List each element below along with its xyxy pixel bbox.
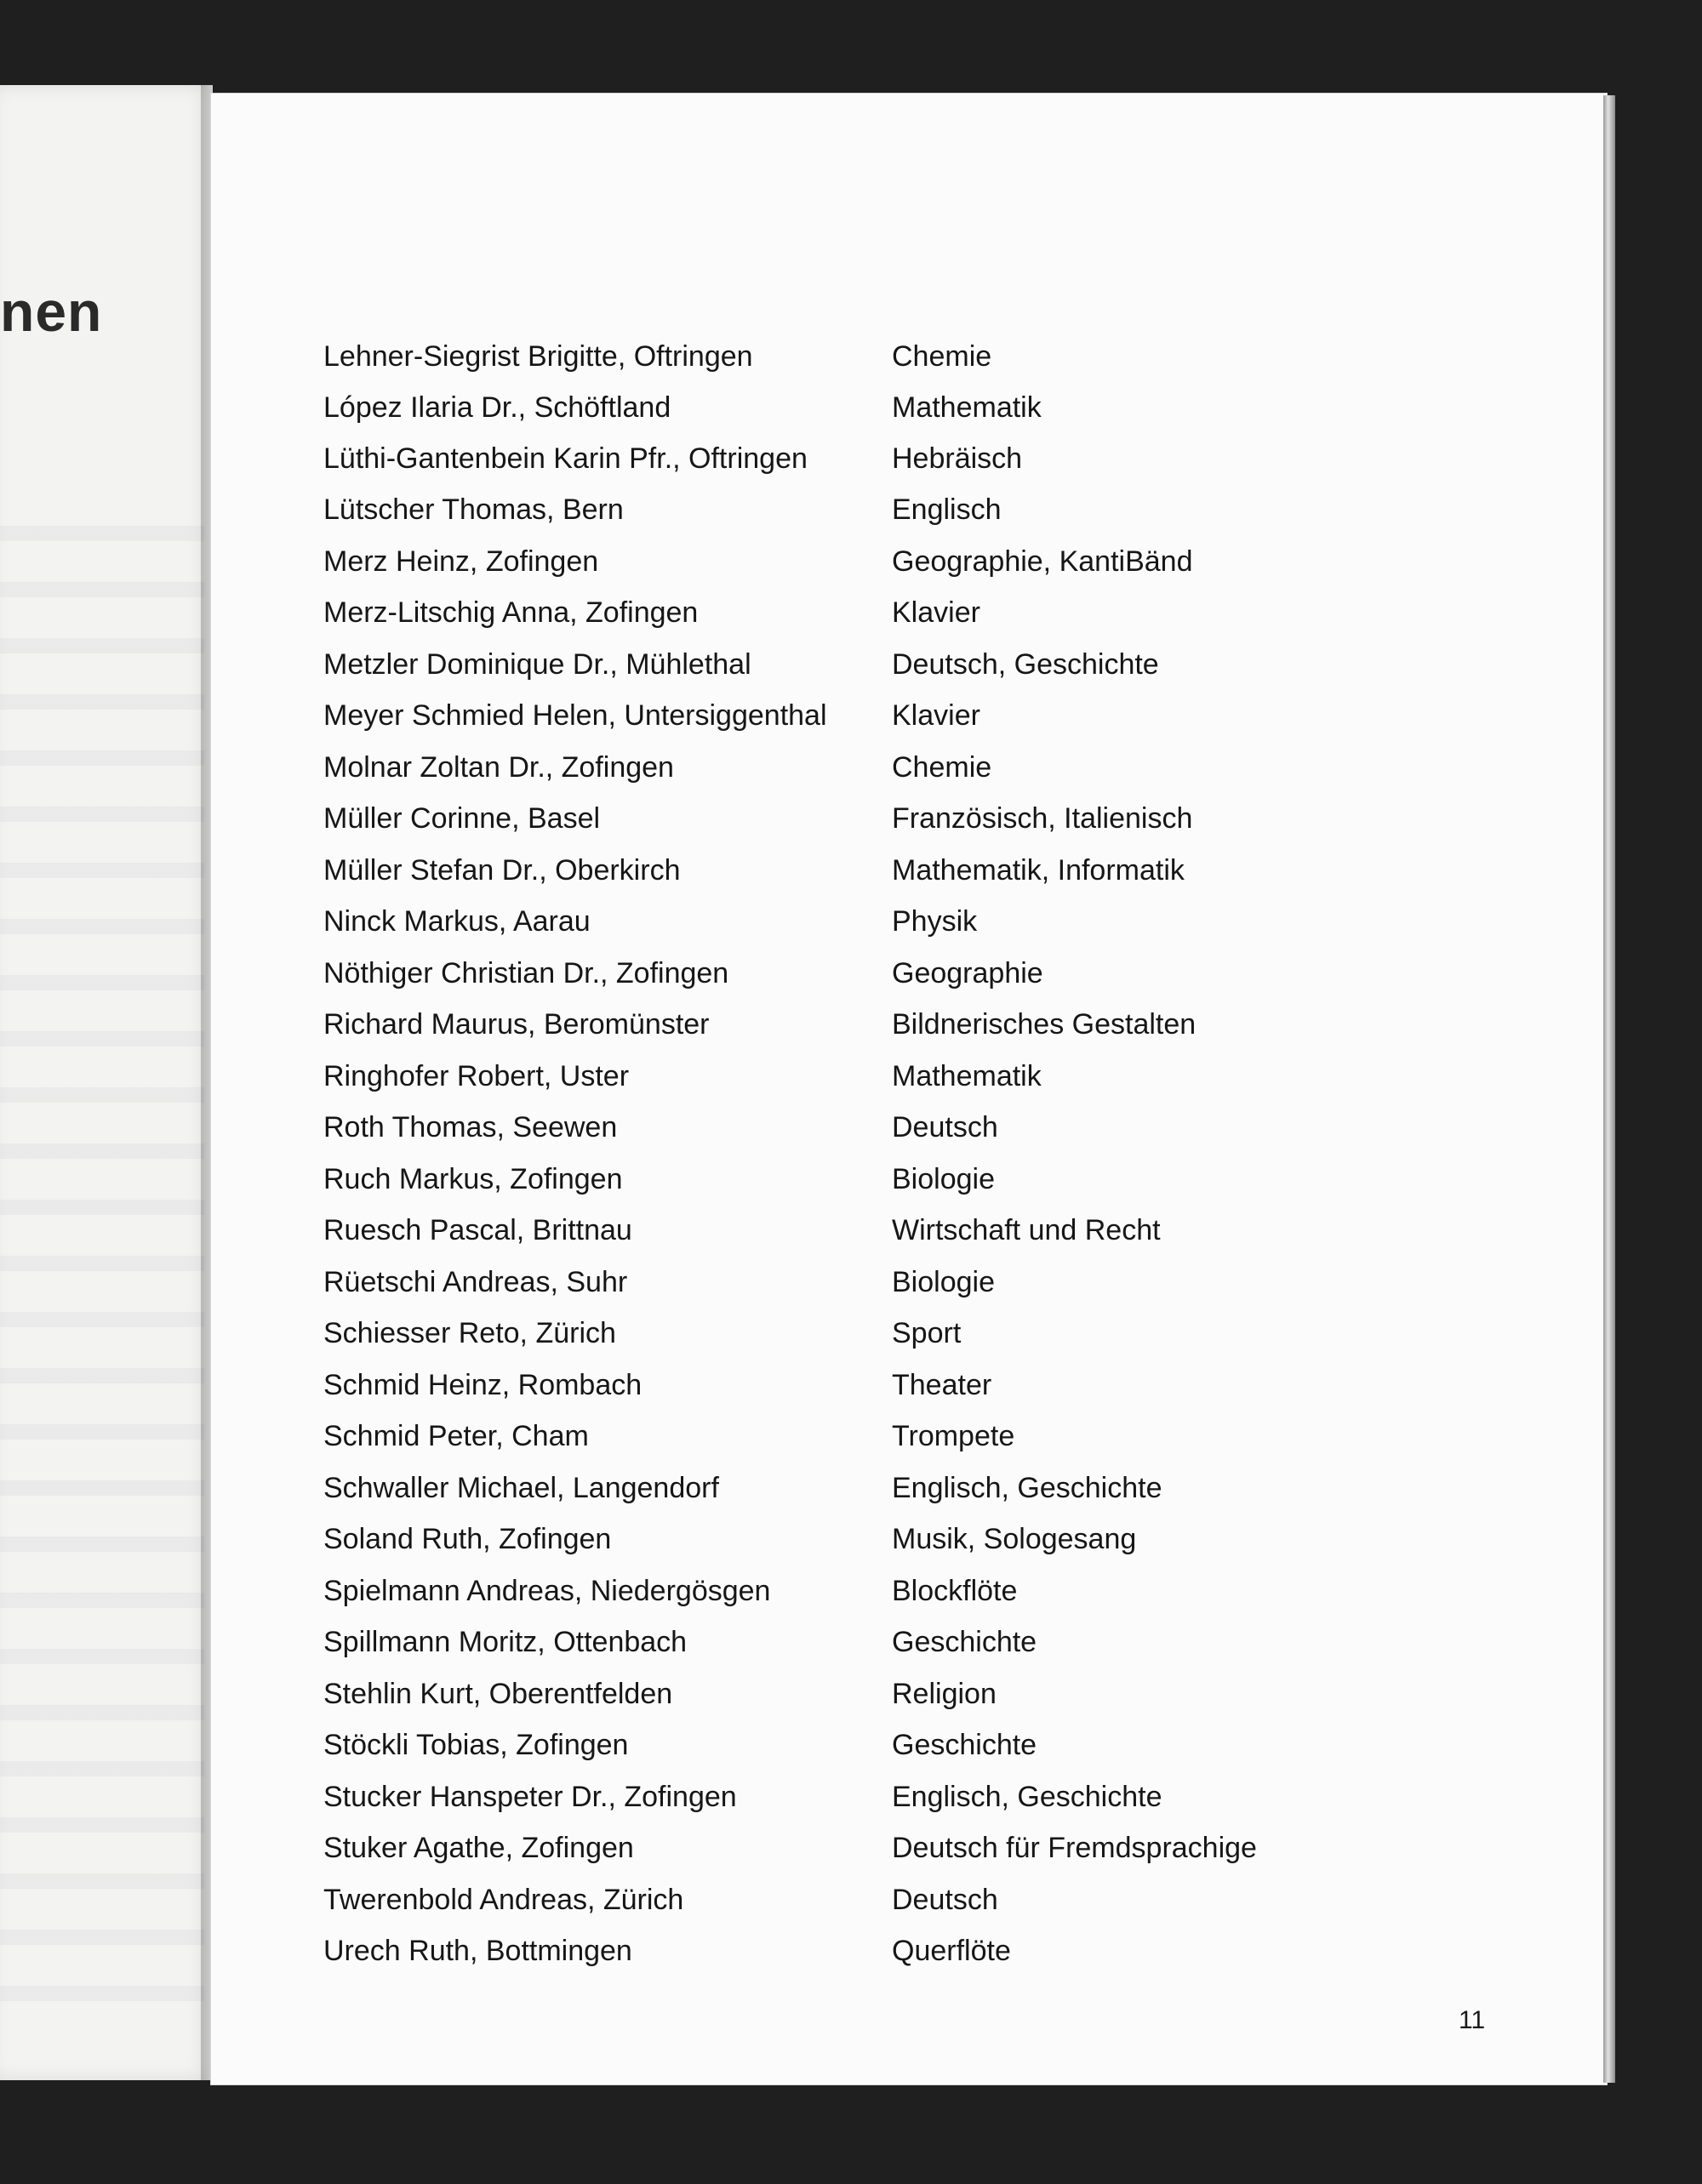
list-item: [211, 1832, 1607, 1883]
list-item: [211, 1369, 1607, 1420]
entry-name: Twerenbold Andreas, Zürich: [323, 1884, 684, 1916]
entry-name: Urech Ruth, Bottmingen: [323, 1935, 632, 1967]
list-item: [211, 1678, 1607, 1729]
list-item: [211, 1884, 1607, 1935]
entry-subject: Deutsch: [892, 1884, 998, 1916]
entry-subject: Klavier: [892, 699, 980, 732]
list-item: [211, 854, 1607, 905]
entry-name: Nöthiger Christian Dr., Zofingen: [323, 957, 729, 989]
list-item: [211, 1729, 1607, 1780]
list-item: [211, 648, 1607, 699]
entry-subject: Geographie: [892, 957, 1043, 989]
entry-name: Ninck Markus, Aarau: [323, 905, 591, 938]
entry-subject: Chemie: [892, 751, 992, 784]
entry-name: Müller Corinne, Basel: [323, 802, 601, 835]
list-item: [211, 596, 1607, 647]
entry-name: Schmid Peter, Cham: [323, 1420, 589, 1452]
entry-subject: Sport: [892, 1317, 962, 1349]
entry-subject: Biologie: [892, 1163, 995, 1195]
entry-name: Schwaller Michael, Langendorf: [323, 1472, 719, 1504]
entry-name: Ringhofer Robert, Uster: [323, 1060, 630, 1092]
list-item: [211, 442, 1607, 493]
entry-name: Ruch Markus, Zofingen: [323, 1163, 623, 1195]
left-page-bleed-through: [0, 485, 204, 2033]
list-item: [211, 1575, 1607, 1626]
list-item: [211, 1060, 1607, 1111]
entry-name: Roth Thomas, Seewen: [323, 1111, 618, 1143]
entry-subject: Bildnerisches Gestalten: [892, 1008, 1197, 1041]
entry-subject: Physik: [892, 905, 978, 938]
entry-subject: Wirtschaft und Recht: [892, 1214, 1161, 1246]
entry-name: Soland Ruth, Zofingen: [323, 1523, 612, 1555]
entry-name: Stucker Hanspeter Dr., Zofingen: [323, 1781, 737, 1813]
entry-name: Molnar Zoltan Dr., Zofingen: [323, 751, 674, 784]
entry-subject: Englisch: [892, 493, 1002, 526]
list-item: [211, 751, 1607, 802]
entry-subject: Geschichte: [892, 1729, 1037, 1761]
list-item: [211, 493, 1607, 545]
entry-name: Richard Maurus, Beromünster: [323, 1008, 710, 1041]
entry-subject: Chemie: [892, 340, 992, 373]
entry-name: Merz Heinz, Zofingen: [323, 545, 599, 578]
list-item: [211, 1935, 1607, 1986]
left-page-heading-fragment: nen: [0, 280, 103, 343]
entry-subject: Mathematik: [892, 1060, 1042, 1092]
entry-subject: Blockflöte: [892, 1575, 1018, 1607]
entry-name: Stuker Agathe, Zofingen: [323, 1832, 634, 1864]
entry-subject: Deutsch: [892, 1111, 998, 1143]
right-page: [211, 94, 1607, 2084]
list-item: [211, 1781, 1607, 1832]
entry-name: Lütscher Thomas, Bern: [323, 493, 624, 526]
entry-name: Schiesser Reto, Zürich: [323, 1317, 616, 1349]
entry-name: Stehlin Kurt, Oberentfelden: [323, 1678, 673, 1710]
entry-name: Rüetschi Andreas, Suhr: [323, 1266, 628, 1298]
left-page: [0, 85, 213, 2080]
page-number: 11: [1459, 2006, 1486, 2034]
entry-subject: Musik, Sologesang: [892, 1523, 1137, 1555]
entry-subject: Deutsch, Geschichte: [892, 648, 1159, 681]
list-item: [211, 1420, 1607, 1471]
list-item: [211, 1626, 1607, 1677]
entry-name: Müller Stefan Dr., Oberkirch: [323, 854, 681, 887]
entry-name: Meyer Schmied Helen, Untersiggenthal: [323, 699, 827, 732]
list-item: [211, 1008, 1607, 1059]
entry-name: Metzler Dominique Dr., Mühlethal: [323, 648, 751, 681]
entry-subject: Französisch, Italienisch: [892, 802, 1193, 835]
list-item: [211, 340, 1607, 391]
entry-subject: Trompete: [892, 1420, 1015, 1452]
list-item: [211, 1214, 1607, 1265]
entry-subject: Klavier: [892, 596, 980, 629]
list-item: [211, 391, 1607, 442]
entry-subject: Mathematik, Informatik: [892, 854, 1185, 887]
list-item: [211, 1523, 1607, 1574]
entry-subject: Theater: [892, 1369, 992, 1401]
list-item: [211, 1266, 1607, 1317]
list-item: [211, 905, 1607, 956]
list-item: [211, 545, 1607, 596]
list-item: [211, 1317, 1607, 1368]
entry-name: Spielmann Andreas, Niedergösgen: [323, 1575, 771, 1607]
entry-name: Lehner-Siegrist Brigitte, Oftringen: [323, 340, 753, 373]
entry-name: Schmid Heinz, Rombach: [323, 1369, 643, 1401]
entry-name: Spillmann Moritz, Ottenbach: [323, 1626, 688, 1658]
entry-subject: Geschichte: [892, 1626, 1037, 1658]
entry-name: López Ilaria Dr., Schöftland: [323, 391, 671, 424]
entry-subject: Mathematik: [892, 391, 1042, 424]
list-item: [211, 1163, 1607, 1214]
entry-subject: Biologie: [892, 1266, 995, 1298]
entry-subject: Englisch, Geschichte: [892, 1781, 1162, 1813]
entry-subject: Geographie, KantiBänd: [892, 545, 1193, 578]
list-item: [211, 1111, 1607, 1162]
list-item: [211, 802, 1607, 853]
list-item: [211, 957, 1607, 1008]
entry-name: Stöckli Tobias, Zofingen: [323, 1729, 629, 1761]
entry-name: Lüthi-Gantenbein Karin Pfr., Oftringen: [323, 442, 808, 475]
entry-name: Ruesch Pascal, Brittnau: [323, 1214, 632, 1246]
entry-subject: Englisch, Geschichte: [892, 1472, 1162, 1504]
entry-subject: Querflöte: [892, 1935, 1011, 1967]
entry-subject: Deutsch für Fremdsprachige: [892, 1832, 1257, 1864]
entry-subject: Hebräisch: [892, 442, 1023, 475]
list-item: [211, 699, 1607, 750]
entry-name: Merz-Litschig Anna, Zofingen: [323, 596, 699, 629]
entry-subject: Religion: [892, 1678, 997, 1710]
list-item: [211, 1472, 1607, 1523]
page-stack-edge: [1603, 95, 1615, 2083]
